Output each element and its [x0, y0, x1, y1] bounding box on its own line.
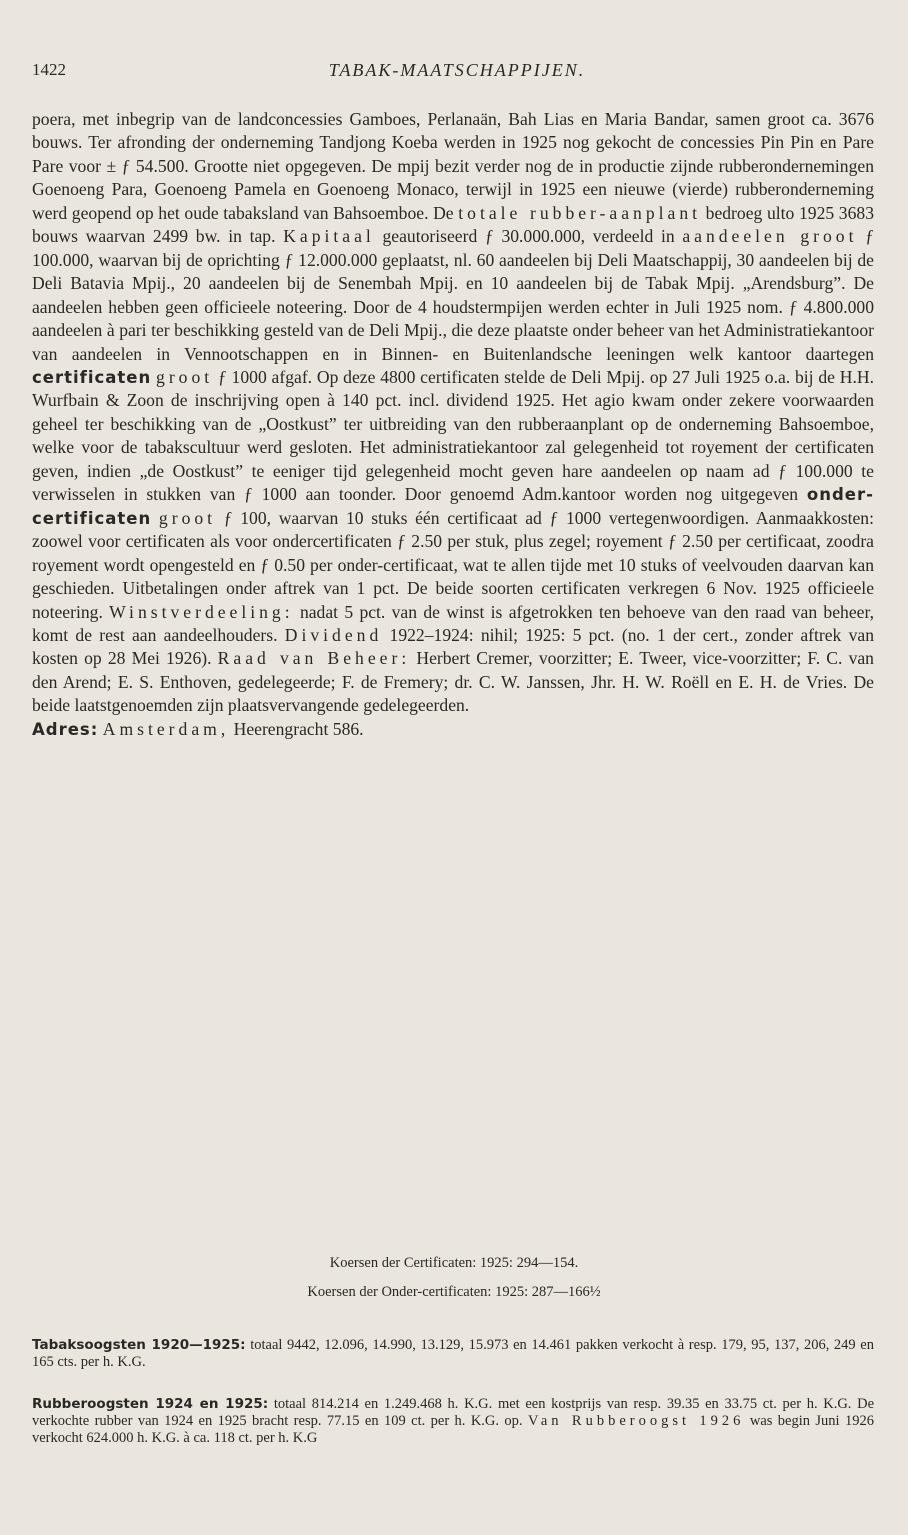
text-p2: bedroeg ulto 1925 3683 bouws waarvan 2499 bw. in tap.	[32, 202, 874, 247]
adres-street: Heerengracht 586.	[233, 718, 364, 739]
page-number: 1422	[32, 60, 66, 79]
page-header	[32, 60, 882, 90]
emph-certificaten: certificaten	[32, 367, 152, 387]
text-p5: ƒ 1000 afgaf. Op deze 4800 certificaten stelde de Deli Mpij. op 27 Juli 1925 o.a. bij de H.H. Wurfbain & Zoon de inschrijving open à 140 pct. incl. dividend 1925. Het agio kwam onder zekere voorwaarden geheel ter beschikking van de „Oostkust” ter uitbreiding van den rubberaanplant op de onderneming Bahsoemboe, welke voor de tabakscultuur werd gesloten. Het administratiekantoor zal gelegenheid tot royement der certificaten geven, indien „de Oostkust” te eeniger tijd gelegenheid mocht geven hare aandeelen op naam ad ƒ 100.000 te verwisselen in stukken van ƒ 1000 aan toonder. Door genoemd Adm.kantoor worden nog uitgegeven	[32, 366, 874, 505]
text-p6: ƒ 100, waarvan 10 stuks één certificaat ad ƒ 1000 vertegenwoordigen. Aanmaakkosten: zoowel voor certificaten als voor ondercertificaten ƒ 2.50 per stuk, plus zegel; royement ƒ 2.50 per certificaat, zoodra royement wordt opengesteld en ƒ 0.50 per onder-certificaat, wat te allen tijde met 10 stuks of veelvouden daarvan kan geschieden. Uitbetalingen onder aftrek van 1 pct. De beide soorten certificaten verkregen 6 Nov. 1925 officieele noteering.	[32, 507, 874, 622]
note-rubberoogsten-title: Rubberoogsten 1924 en 1925:	[32, 1396, 269, 1412]
note-tabaksoogsten-text: totaal 9442, 12.096, 14.990, 13.129, 15.973 en 14.461 pakken verkocht à resp. 179, 95, 137, 206, 249 en 165 cts. per h. K.G.	[32, 1337, 874, 1370]
emph-kapitaal: Kapitaal	[283, 226, 375, 247]
text-p9: Herbert Cremer, voorzitter; E. Tweer, vice-voorzitter; F. C. van den Arend; E. S. Enthoven, gedelegeerde; F. de Fremery; dr. C. W. Janssen, Jhr. H. W. Roëll en E. H. de Vries. De beide laatstgenoemden zijn plaatsvervangende gedelegeerden.	[32, 648, 874, 716]
text-p8: 1922–1924: nihil; 1925: 5 pct. (no. 1 der cert., zonder aftrek van kosten op 28 Mei 1926).	[32, 624, 875, 669]
emph-raad-van-beheer: Raad van Beheer:	[217, 648, 411, 669]
main-text	[32, 108, 874, 741]
emph-groot-1: groot	[156, 366, 214, 387]
note-rubberoogsten-text2: was begin Juni 1926 verkocht 624.000 h. K.G. à ca. 118 ct. per h. K.G	[32, 1413, 874, 1446]
emph-totale-rubber: totale rubber-aanplant	[458, 202, 702, 223]
emph-aandeelen: aandeelen groot	[682, 226, 858, 247]
running-title: TABAK-MAATSCHAPPIJEN.	[328, 60, 586, 80]
koersen-certificaten: Koersen der Certificaten: 1925: 294—154.	[329, 1255, 579, 1271]
adres-label: Adres:	[32, 719, 99, 739]
note-rubberoogsten-text: totaal 814.214 en 1.249.468 h. K.G. met een kostprijs van resp. 39.35 en 33.75 ct. per h. K.G. De verkochte rubber van 1924 en 1925 bracht resp. 77.15 en 109 ct. per h. K.G. op.	[32, 1396, 875, 1429]
adres-city: Amsterdam,	[102, 718, 230, 739]
note-tabaksoogsten	[32, 1337, 874, 1371]
text-p7: nadat 5 pct. van de winst is afgetrokken ten behoeve van den raad van beheer, komt de rest aan aandeelhouders.	[32, 601, 875, 645]
note-rubberoogst-1926: Van Rubberoogst 1926	[527, 1413, 745, 1429]
emph-dividend: Dividend	[284, 624, 383, 645]
emph-winstverdeeling: Winstverdeeling:	[109, 601, 294, 622]
note-rubberoogsten	[32, 1396, 874, 1447]
koersen-onder-certificaten: Koersen der Onder-certificaten: 1925: 287—166½	[307, 1284, 601, 1300]
note-tabaksoogsten-title: Tabaksoogsten 1920—1925:	[32, 1337, 246, 1353]
emph-groot-2: groot	[158, 507, 217, 528]
text-p4: ƒ 100.000, waarvan bij de oprichting ƒ 12.000.000 geplaatst, nl. 60 aandeelen bij Deli Maatschappij, 30 aandeelen bij de Deli Batavia Mpij., 20 aandeelen bij de Senembah Mpij. en 10 aandeelen bij de Tabak Mpij. „Arendsburg”. De aandeelen hebben geen officieele noteering. Door de 4 houdstermpijen werden echter in Juli 1925 nom. ƒ 4.800.000 aandeelen à pari ter beschikking gesteld van de Deli Mpij., die deze plaatste onder beheer van het Administratiekantoor van aandeelen in Vennootschappen en in Binnen- en Buitenlandsche leeningen welk kantoor daartegen	[32, 226, 874, 364]
text-p3: geautoriseerd ƒ 30.000.000, verdeeld in	[382, 226, 675, 247]
text-p1: poera, met inbegrip van de landconcessies Gamboes, Perlanaän, Bah Lias en Maria Bandar, samen groot ca. 3676 bouws. Ter afronding der onderneming Tandjong Koeba werden in 1925 nog gekocht de concessies Pin Pin en Pare Pare voor ± ƒ 54.500. Grootte niet opgegeven. De mpij bezit verder nog de in productie zijnde rubberondernemingen Goenoeng Para, Goenoeng Pamela en Goenoeng Monaco, terwijl in 1925 een nieuwe (vierde) rubberonderneming werd geopend op het oude tabaksland van Bahsoemboe. De	[32, 109, 874, 223]
emph-onder-certificaten: onder-certificaten	[32, 485, 874, 528]
